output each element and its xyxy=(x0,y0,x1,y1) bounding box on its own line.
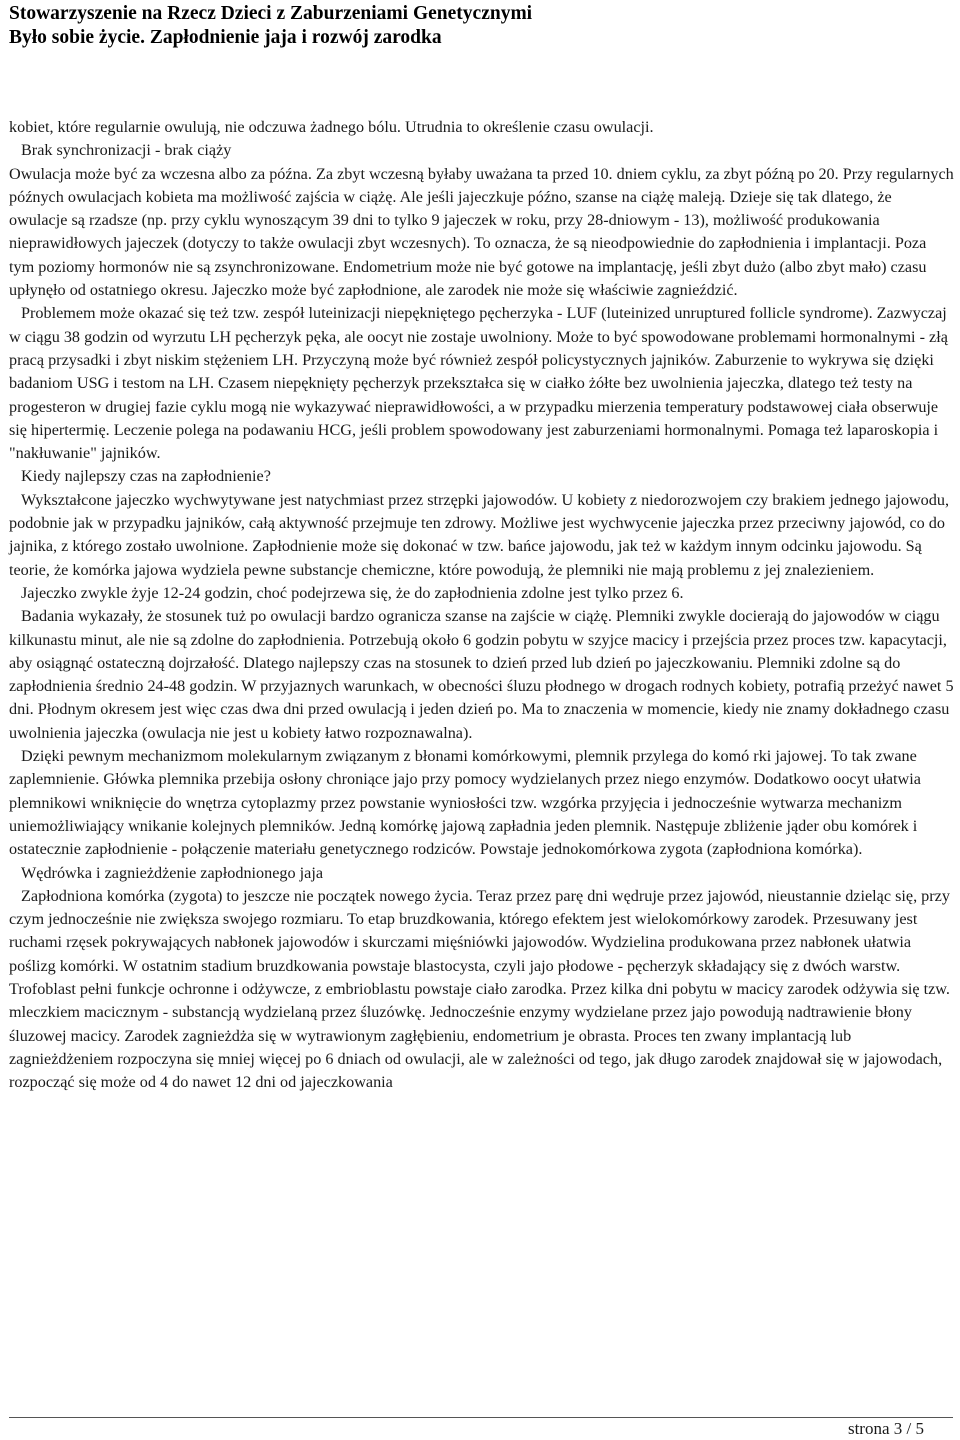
paragraph: kobiet, które regularnie owulują, nie odczuwa żadnego bólu. Utrudnia to określenie czasu owulacji. xyxy=(9,118,654,136)
organization-name: Stowarzyszenie na Rzecz Dzieci z Zaburzeniami Genetycznymi xyxy=(9,3,533,24)
section-heading: Brak synchronizacji - brak ciąży xyxy=(21,141,232,160)
paragraph: Wykształcone jajeczko wychwytywane jest natychmiast przez strzępki jajowodów. U kobiety z niedorozwojem czy brakiem jednego jajowodu, podobnie jak w przypadku jajników, całą aktywność przejmuje ten zdrowy. Możliwe jest wychwycenie jajeczka przez przeciwny jajowód, co do jajnika, z którego zostało uwolnione. Zapłodnienie może się dokonać w tzw. bańce jajowodu, jak też w każdym innym odcinku jajowodu. Są teorie, że komórka jajowa wydziela pewne substancje chemiczne, które powodują, że plemniki nie mają problemu z jej znalezieniem. xyxy=(9,490,949,579)
paragraph: Jajeczko zwykle żyje 12-24 godzin, choć podejrzewa się, że do zapłodnienia zdolne jest tylko przez 6. xyxy=(21,583,684,602)
page-number: strona 3 / 5 xyxy=(847,1419,924,1438)
paragraph: Zapłodniona komórka (zygota) to jeszcze nie początek nowego życia. Teraz przez parę dni wędruje przez jajowód, nieustannie dzieląc się, przy czym jednocześnie nie zwiększa swojego rozmiaru. To etap bruzdkowania, którego efektem jest wielokomórkowy zarodek. Przesuwany jest ruchami rzęsek pokrywających nabłonek jajowodów i skurczami mięśniówki jajowodów. Wydzielina produkowana przez nabłonek ułatwia poślizg komórki. W ostatnim stadium bruzdkowania powstaje blastocysta, czyli jajo płodowe - pęcherzyk składający się z dwóch warstw. Trofoblast pełni funkcje ochronne i odżywcze, z embrioblastu powstaje ciało zarodka. Przez kilka dni pobytu w macicy zarodek odżywia się tzw. mleczkiem macicznym - substancją wydzielaną przez śluzówkę. Jednocześnie enzymy wydzielane przez jajo powodują nadtrawienie błony śluzowej macicy. Zarodek zagnieżdża się w wytrawionym zagłębieniu, endometrium je obrasta. Proces ten zwany implantacją lub zagnieżdżeniem rozpoczyna się mniej więcej po 6 dniach od owulacji, ale w zależności od tego, jak długo zarodek znajdował się w jajowodach, rozpocząć się może od 4 do nawet 12 dni od jajeczkowania xyxy=(9,886,950,1092)
document-body xyxy=(9,116,954,1094)
paragraph: Owulacja może być za wczesna albo za późna. Za zbyt wczesną byłaby uważana ta przed 10. dniem cyklu, za zbyt późną po 20. Przy regularnych późnych owulacjach kobieta ma możliwość zajścia w ciążę. Ale jeśli jajeczkuje późno, szanse na ciążę maleją. Dzieje się tak dlatego, że owulacje są rzadsze (np. przy cyklu wynoszącym 39 dni to tylko 9 jajeczek w roku, przy 28-dniowym - 13), możliwość produkowania nieprawidłowych jajeczek (dotyczy to także owulacji zbyt wczesnych). To oznacza, że są nieodpowiednie do zapłodnienia i implantacji. Poza tym poziomy hormonów nie są zsynchronizowane. Endometrium może nie być gotowe na implantację, jeśli zbyt dużo (albo zbyt mało) czasu upłynęło od ostatniego okresu. Jajeczko może być zapłodnione, ale zarodek nie może się właściwie zagnieździć. xyxy=(9,164,954,300)
paragraph: Problemem może okazać się też tzw. zespół luteinizacji niepękniętego pęcherzyka - LUF (luteinized unruptured follicle syndrome). Zazwyczaj w ciągu 38 godzin od wyrzutu LH pęcherzyk pęka, ale oocyt nie zostaje uwolniony. Może to być spowodowane problemami hormonalnymi - złą pracą przysadki i zbyt niskim stężeniem LH. Przyczyną może być również zespół policystycznych jajników. Zaburzenie to wykrywa się dzięki badaniom USG i testom na LH. Czasem niepęknięty pęcherzyk przekształca się w ciałko żółte bez uwolnienia jajeczka, dlatego też testy na progesteron w drugiej fazie cyklu mogą nie wykazywać nieprawidłowości, a w przypadku mierzenia temperatury podstawowej ciała obserwuje się hipertermię. Leczenie polega na podawaniu HCG, jeśli problem spowodowany jest zaburzeniami hormonalnymi. Pomaga też laparoskopia i "nakłuwanie" jajników. xyxy=(9,304,948,463)
section-heading: Kiedy najlepszy czas na zapłodnienie? xyxy=(21,467,271,486)
page-header xyxy=(9,2,949,50)
section-heading: Wędrówka i zagnieżdżenie zapłodnionego jaja xyxy=(21,863,324,882)
document-title: Było sobie życie. Zapłodnienie jaja i rozwój zarodka xyxy=(9,27,442,48)
footer-divider xyxy=(9,1417,953,1418)
paragraph: Dzięki pewnym mechanizmom molekularnym związanym z błonami komórkowymi, plemnik przylega do komó rki jajowej. To tak zwane zaplemnienie. Główka plemnika przebija osłony chroniące jajo przy pomocy wydzielanych przez niego enzymów. Dodatkowo oocyt ułatwia plemnikowi wniknięcie do wnętrza cytoplazmy przez powstanie wyniosłości tzw. wzgórka przyjęcia i jednocześnie wytwarza mechanizm uniemożliwiający wnikanie kolejnych plemników. Jedną komórkę jajową zapładnia jeden plemnik. Następuje zbliżenie jąder obu komórek i ostatecznie zapłodnienie - połączenie materiału genetycznego rodziców. Powstaje jednokomórkowa zygota (zapłodniona komórka). xyxy=(9,747,921,859)
paragraph: Badania wykazały, że stosunek tuż po owulacji bardzo ogranicza szanse na zajście w ciążę. Plemniki zwykle docierają do jajowodów w ciągu kilkunastu minut, ale nie są zdolne do zapłodnienia. Potrzebują około 6 godzin pobytu w szyjce macicy i przejścia przez proces tzw. kapacytacji, aby osiągnąć ostateczną dojrzałość. Dlatego najlepszy czas na stosunek to dzień przed lub dzień po jajeczkowaniu. Plemniki zdolne są do zapłodnienia średnio 24-48 godzin. W przyjaznych warunkach, w obecności śluzu płodnego w drogach rodnych kobiety, potrafią przeżyć nawet 5 dni. Płodnym okresem jest więc czas dwa dni przed owulacją i jeden dzień po. Ma to znaczenia w momencie, kiedy nie znamy dokładnego czasu uwolnienia jajeczka (owulacja nie jest u kobiety łatwo rozpoznawalna). xyxy=(9,607,954,742)
